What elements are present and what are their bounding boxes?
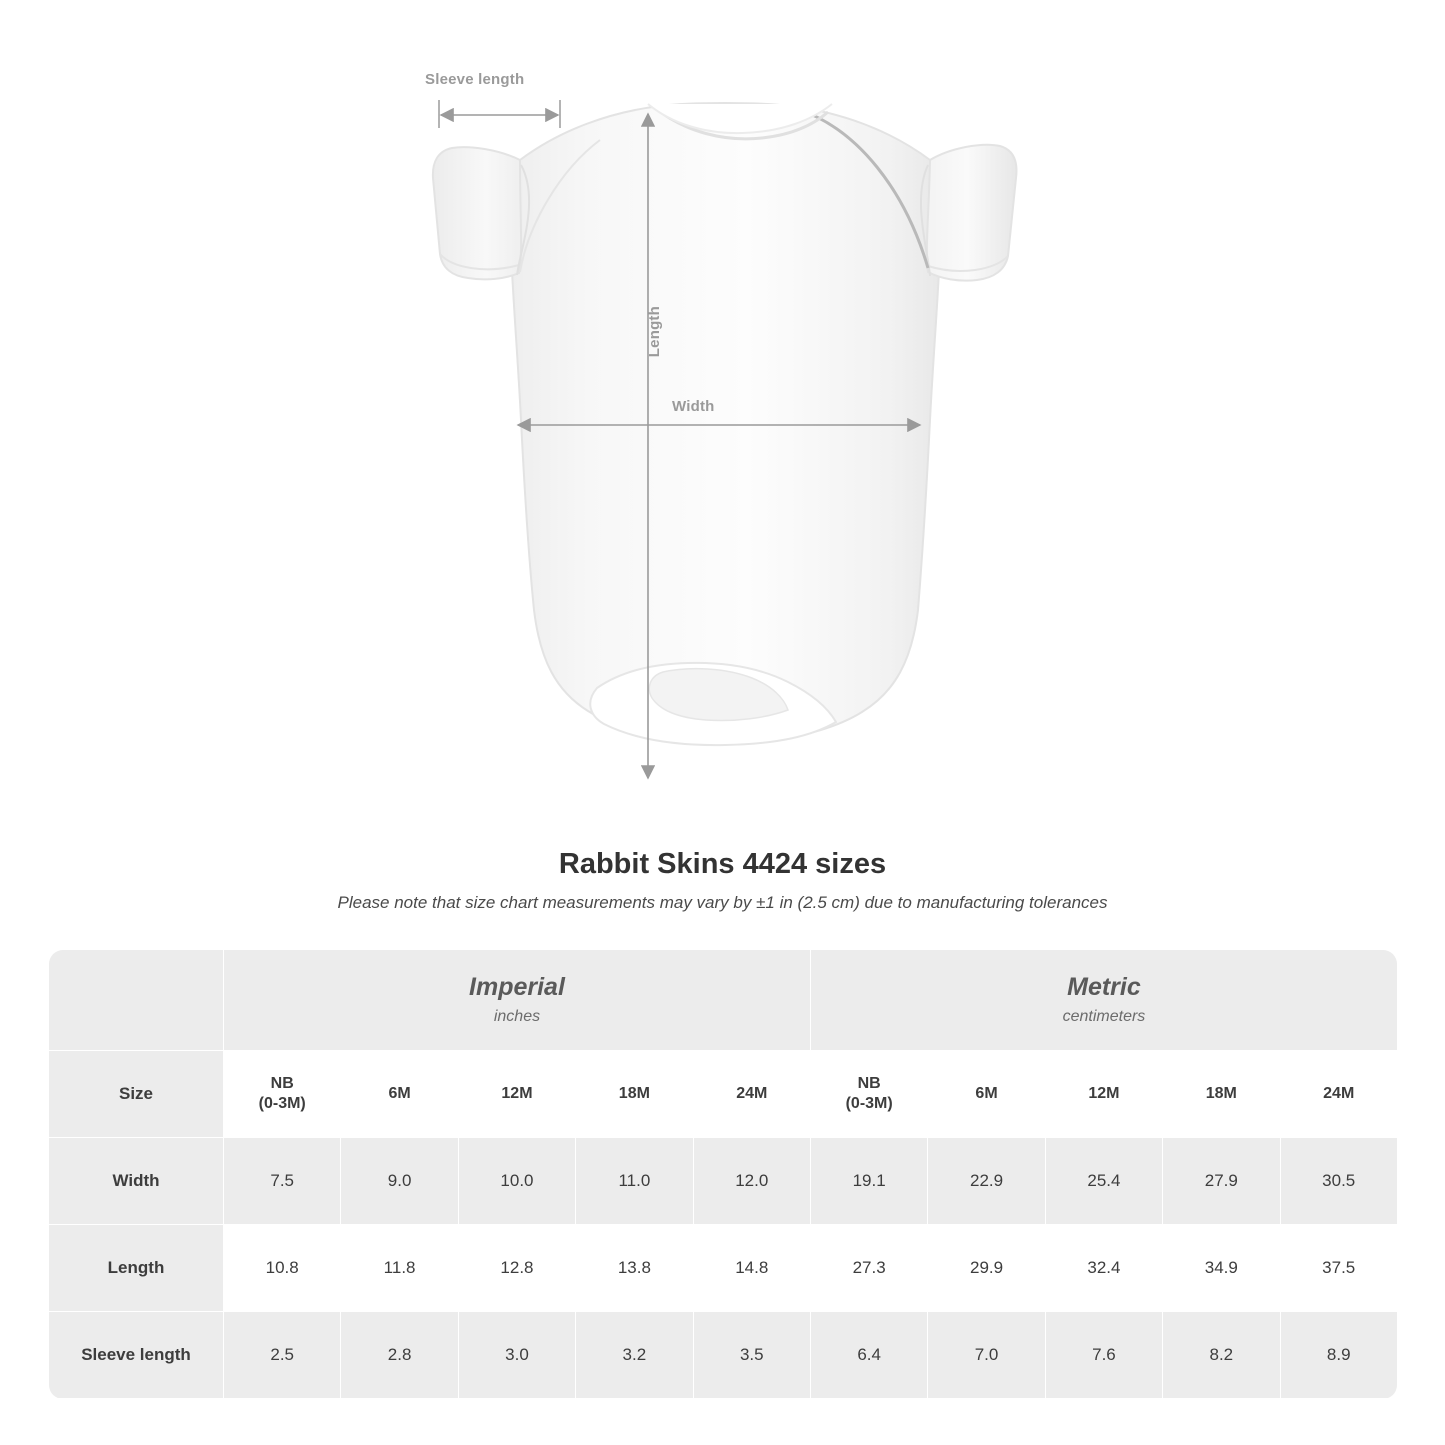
header-col-7: 12M [1045, 1051, 1162, 1138]
row-label-length: Length [49, 1225, 224, 1312]
length-label: Length [646, 306, 663, 358]
tolerance-note: Please note that size chart measurements may vary by ±1 in (2.5 cm) due to manufacturing tolerances [337, 893, 1108, 912]
header-col-9: 24M [1280, 1051, 1397, 1138]
unit-sub-imperial: inches [493, 1007, 541, 1025]
cell-length-9: 37.5 [1280, 1225, 1397, 1312]
chart-heading-block [0, 848, 1445, 913]
cell-length-6: 29.9 [928, 1225, 1045, 1312]
cell-length-8: 34.9 [1163, 1225, 1280, 1312]
cell-width-0: 7.5 [224, 1138, 341, 1225]
cell-width-4: 12.0 [693, 1138, 810, 1225]
unit-header-row [49, 950, 1398, 1051]
cell-sleeve-5: 6.4 [810, 1312, 927, 1399]
cell-length-2: 12.8 [458, 1225, 575, 1312]
unit-group-imperial [224, 950, 811, 1051]
cell-sleeve-6: 7.0 [928, 1312, 1045, 1399]
cell-width-1: 9.0 [341, 1138, 458, 1225]
header-col-5 [810, 1051, 927, 1138]
width-label: Width [672, 398, 715, 415]
header-col-0 [224, 1051, 341, 1138]
cell-width-8: 27.9 [1163, 1138, 1280, 1225]
size-table-wrapper [48, 949, 1397, 1399]
header-col-0-line1: NB [270, 1075, 294, 1092]
cell-sleeve-3: 3.2 [576, 1312, 693, 1399]
header-col-5-line2: (0-3M) [845, 1095, 893, 1112]
bodysuit-body [511, 103, 940, 743]
cell-width-7: 25.4 [1045, 1138, 1162, 1225]
cell-width-2: 10.0 [458, 1138, 575, 1225]
row-label-sleeve-length: Sleeve length [49, 1312, 224, 1399]
cell-length-1: 11.8 [341, 1225, 458, 1312]
cell-sleeve-1: 2.8 [341, 1312, 458, 1399]
table-row [49, 1312, 1398, 1399]
header-col-6: 6M [928, 1051, 1045, 1138]
page-title: Rabbit Skins 4424 sizes [558, 848, 887, 880]
cell-length-7: 32.4 [1045, 1225, 1162, 1312]
header-col-3: 18M [576, 1051, 693, 1138]
unit-blank-cell [49, 950, 224, 1051]
cell-width-6: 22.9 [928, 1138, 1045, 1225]
cell-length-0: 10.8 [224, 1225, 341, 1312]
unit-group-metric [810, 950, 1397, 1051]
header-col-2: 12M [458, 1051, 575, 1138]
header-col-5-line1: NB [857, 1075, 881, 1092]
cell-width-9: 30.5 [1280, 1138, 1397, 1225]
cell-length-3: 13.8 [576, 1225, 693, 1312]
cell-length-4: 14.8 [693, 1225, 810, 1312]
cell-sleeve-2: 3.0 [458, 1312, 575, 1399]
cell-sleeve-0: 2.5 [224, 1312, 341, 1399]
size-table [48, 949, 1398, 1399]
unit-name-imperial: Imperial [469, 973, 565, 1002]
cell-width-3: 11.0 [576, 1138, 693, 1225]
table-row [49, 1225, 1398, 1312]
size-header-row [49, 1051, 1398, 1138]
table-row [49, 1138, 1398, 1225]
unit-name-metric: Metric [1067, 973, 1141, 1002]
cell-sleeve-8: 8.2 [1163, 1312, 1280, 1399]
cell-sleeve-9: 8.9 [1280, 1312, 1397, 1399]
row-label-width: Width [49, 1138, 224, 1225]
header-size: Size [49, 1051, 224, 1138]
header-col-1: 6M [341, 1051, 458, 1138]
header-col-8: 18M [1163, 1051, 1280, 1138]
header-col-0-line2: (0-3M) [258, 1095, 306, 1112]
header-col-4: 24M [693, 1051, 810, 1138]
unit-sub-metric: centimeters [1062, 1007, 1146, 1025]
cell-length-5: 27.3 [810, 1225, 927, 1312]
cell-width-5: 19.1 [810, 1138, 927, 1225]
cell-sleeve-7: 7.6 [1045, 1312, 1162, 1399]
sleeve-length-label: Sleeve length [425, 71, 525, 88]
cell-sleeve-4: 3.5 [693, 1312, 810, 1399]
